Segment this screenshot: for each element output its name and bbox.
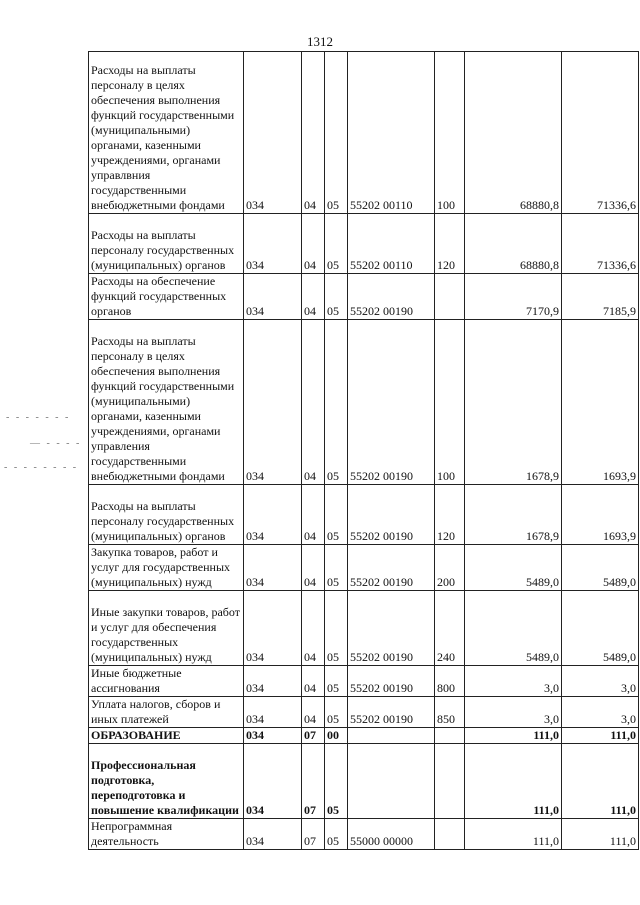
budget-table-body [89, 52, 639, 850]
row-amount-2: 71336,6 [562, 52, 639, 214]
row-expense-type: 100 [435, 52, 465, 214]
table-row [89, 697, 639, 728]
row-expense-type [435, 274, 465, 320]
row-code: 034 [244, 52, 302, 214]
row-name: Расходы на обеспечение функций государственных органов [89, 274, 244, 320]
row-subsection: 05 [325, 274, 348, 320]
row-code: 034 [244, 666, 302, 697]
table-row [89, 214, 639, 274]
row-amount-2: 3,0 [562, 666, 639, 697]
row-name: Иные закупки товаров, работ и услуг для обеспечения государственных (муниципальных) нужд [89, 591, 244, 666]
scan-artifact: - - - - - - - - [4, 462, 79, 473]
row-code: 034 [244, 744, 302, 819]
row-section: 04 [302, 545, 325, 591]
row-code: 034 [244, 819, 302, 850]
row-section: 07 [302, 728, 325, 744]
row-amount-1: 1678,9 [465, 485, 562, 545]
row-code: 034 [244, 728, 302, 744]
row-amount-1: 1678,9 [465, 320, 562, 485]
row-name: Непрограммная деятельность [89, 819, 244, 850]
row-name: Уплата налогов, сборов и иных платежей [89, 697, 244, 728]
row-amount-2: 7185,9 [562, 274, 639, 320]
row-amount-1: 3,0 [465, 697, 562, 728]
scan-artifact: — - - - - [30, 438, 82, 449]
row-amount-2: 111,0 [562, 819, 639, 850]
table-row [89, 545, 639, 591]
row-expense-type: 800 [435, 666, 465, 697]
scan-artifact: - - - - - - - [6, 412, 71, 423]
row-target-article: 55202 00190 [348, 591, 435, 666]
row-subsection: 05 [325, 666, 348, 697]
row-amount-1: 5489,0 [465, 591, 562, 666]
row-section: 04 [302, 666, 325, 697]
row-target-article: 55202 00190 [348, 697, 435, 728]
row-amount-1: 7170,9 [465, 274, 562, 320]
row-amount-2: 3,0 [562, 697, 639, 728]
table-row [89, 744, 639, 819]
row-name: Расходы на выплаты персоналу государственных (муниципальных) органов [89, 485, 244, 545]
row-section: 07 [302, 819, 325, 850]
row-code: 034 [244, 274, 302, 320]
row-subsection: 05 [325, 697, 348, 728]
page-number: 1312 [307, 34, 333, 49]
row-expense-type [435, 728, 465, 744]
row-target-article: 55202 00110 [348, 52, 435, 214]
row-section: 04 [302, 274, 325, 320]
row-name: Расходы на выплаты персоналу государственных (муниципальных) органов [89, 214, 244, 274]
row-name: ОБРАЗОВАНИЕ [89, 728, 244, 744]
row-target-article: 55202 00190 [348, 666, 435, 697]
row-amount-1: 68880,8 [465, 52, 562, 214]
row-section: 04 [302, 52, 325, 214]
row-code: 034 [244, 591, 302, 666]
row-subsection: 00 [325, 728, 348, 744]
row-name: Расходы на выплаты персоналу в целях обеспечения выполнения функций государственными (муниципальными) органами, казенными учреждениями, органами управления государственными внебюджетными фондами [89, 320, 244, 485]
row-amount-1: 111,0 [465, 728, 562, 744]
row-code: 034 [244, 485, 302, 545]
table-row [89, 274, 639, 320]
row-expense-type: 850 [435, 697, 465, 728]
row-code: 034 [244, 214, 302, 274]
row-section: 04 [302, 214, 325, 274]
row-subsection: 05 [325, 819, 348, 850]
row-amount-2: 5489,0 [562, 591, 639, 666]
row-section: 04 [302, 485, 325, 545]
row-target-article: 55202 00190 [348, 485, 435, 545]
row-section: 07 [302, 744, 325, 819]
row-amount-1: 68880,8 [465, 214, 562, 274]
row-amount-2: 1693,9 [562, 485, 639, 545]
row-code: 034 [244, 545, 302, 591]
row-subsection: 05 [325, 214, 348, 274]
row-target-article: 55202 00190 [348, 545, 435, 591]
budget-table [88, 51, 639, 850]
row-name: Закупка товаров, работ и услуг для государственных (муниципальных) нужд [89, 545, 244, 591]
row-subsection: 05 [325, 744, 348, 819]
row-amount-2: 71336,6 [562, 214, 639, 274]
row-expense-type: 120 [435, 485, 465, 545]
row-section: 04 [302, 591, 325, 666]
row-expense-type: 100 [435, 320, 465, 485]
row-amount-1: 111,0 [465, 744, 562, 819]
row-subsection: 05 [325, 485, 348, 545]
row-amount-1: 3,0 [465, 666, 562, 697]
row-subsection: 05 [325, 320, 348, 485]
row-target-article: 55202 00190 [348, 274, 435, 320]
row-expense-type: 240 [435, 591, 465, 666]
row-expense-type [435, 744, 465, 819]
row-subsection: 05 [325, 545, 348, 591]
row-target-article [348, 728, 435, 744]
row-subsection: 05 [325, 52, 348, 214]
row-expense-type: 120 [435, 214, 465, 274]
row-code: 034 [244, 697, 302, 728]
row-subsection: 05 [325, 591, 348, 666]
row-name: Расходы на выплаты персоналу в целях обеспечения выполнения функций государственными (муниципальными) органами, казенными учреждениями, органами управлвния государственными внебюджетными фондами [89, 52, 244, 214]
row-expense-type: 200 [435, 545, 465, 591]
table-row [89, 666, 639, 697]
table-row [89, 728, 639, 744]
row-target-article: 55202 00190 [348, 320, 435, 485]
row-amount-2: 5489,0 [562, 545, 639, 591]
row-section: 04 [302, 320, 325, 485]
row-amount-2: 111,0 [562, 744, 639, 819]
row-name: Профессиональная подготовка, переподготовка и повышение квалификации [89, 744, 244, 819]
row-amount-2: 1693,9 [562, 320, 639, 485]
table-row [89, 52, 639, 214]
table-row [89, 819, 639, 850]
row-target-article: 55202 00110 [348, 214, 435, 274]
row-expense-type [435, 819, 465, 850]
table-row [89, 485, 639, 545]
row-section: 04 [302, 697, 325, 728]
row-target-article: 55000 00000 [348, 819, 435, 850]
row-amount-1: 5489,0 [465, 545, 562, 591]
table-row [89, 591, 639, 666]
row-amount-1: 111,0 [465, 819, 562, 850]
row-code: 034 [244, 320, 302, 485]
table-row [89, 320, 639, 485]
row-name: Иные бюджетные ассигнования [89, 666, 244, 697]
row-amount-2: 111,0 [562, 728, 639, 744]
row-target-article [348, 744, 435, 819]
